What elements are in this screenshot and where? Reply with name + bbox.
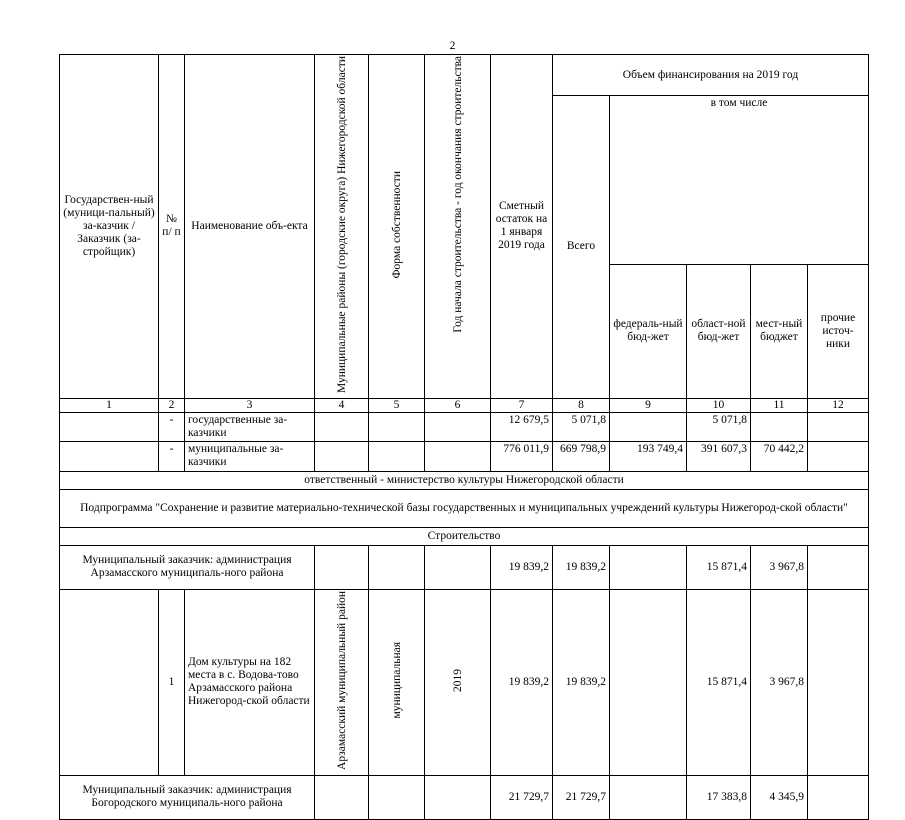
column-number: 10 [687, 398, 751, 412]
column-number: 1 [60, 398, 159, 412]
table-row [60, 412, 869, 441]
header-years: Год начала строительства - год окончания строительства [425, 55, 491, 399]
column-number: 5 [369, 398, 425, 412]
total-cell: 21 729,7 [553, 775, 610, 819]
estimated-cell: 776 011,9 [491, 441, 553, 471]
estimated-cell: 19 839,2 [491, 589, 553, 775]
column-number: 9 [610, 398, 687, 412]
column-number: 3 [185, 398, 315, 412]
page-number: 2 [449, 40, 456, 52]
customer-name: Муниципальный заказчик: администрация Богородского муниципаль-ного района [60, 775, 315, 819]
table-row [60, 775, 869, 819]
header-estimated-remainder: Сметный остаток на 1 января 2019 года [491, 55, 553, 399]
header-total: Всего [553, 96, 610, 399]
section-row: Строительство [60, 527, 869, 545]
estimated-cell: 19 839,2 [491, 545, 553, 589]
local-cell: 70 442,2 [751, 441, 808, 471]
table-row [60, 441, 869, 471]
column-number: 7 [491, 398, 553, 412]
header-including: в том числе [610, 96, 869, 265]
responsible-row: ответственный - министерство культуры Нижегородской области [60, 471, 869, 489]
header-number: № п/ п [159, 55, 185, 399]
row-dash: - [159, 441, 185, 471]
header-funding-volume: Объем финансирования на 2019 год [553, 55, 869, 96]
table-row [60, 589, 869, 775]
column-numbers-row [60, 398, 869, 412]
local-cell: 4 345,9 [751, 775, 808, 819]
column-number: 4 [315, 398, 369, 412]
regional-cell: 17 383,8 [687, 775, 751, 819]
regional-cell: 391 607,3 [687, 441, 751, 471]
customer-name: Муниципальный заказчик: администрация Арзамасского муниципаль-ного района [60, 545, 315, 589]
column-number: 2 [159, 398, 185, 412]
total-cell: 19 839,2 [553, 589, 610, 775]
estimated-cell: 21 729,7 [491, 775, 553, 819]
object-name: Дом культуры на 182 места в с. Водова-тово Арзамасского района Нижегород-ской области [185, 589, 315, 775]
row-dash: - [159, 412, 185, 441]
total-cell: 5 071,8 [553, 412, 610, 441]
header-local: мест-ный бюджет [751, 264, 808, 398]
row-name: муниципальные за-казчики [185, 441, 315, 471]
column-number: 6 [425, 398, 491, 412]
row-name: государственные за-казчики [185, 412, 315, 441]
table-row [60, 545, 869, 589]
header-object-name: Наименование объ-екта [185, 55, 315, 399]
financing-table [59, 54, 869, 820]
local-cell: 3 967,8 [751, 589, 808, 775]
header-federal: федераль-ный бюд-жет [610, 264, 687, 398]
header-customer: Государствен-ный (муници-пальный) за-казчик / Заказчик (за-стройщик) [60, 55, 159, 399]
header-municipal-districts: Муниципальные районы (городские округа) Нижегородской области [315, 55, 369, 399]
column-number: 11 [751, 398, 808, 412]
regional-cell: 15 871,4 [687, 545, 751, 589]
regional-cell: 15 871,4 [687, 589, 751, 775]
object-year: 2019 [425, 589, 491, 775]
subprogram-row: Подпрограмма "Сохранение и развитие материально-технической базы государственных и муниципальных учреждений культуры Нижегород-ской области" [60, 489, 869, 527]
federal-cell: 193 749,4 [610, 441, 687, 471]
total-cell: 669 798,9 [553, 441, 610, 471]
object-ownership: муниципальная [369, 589, 425, 775]
object-district: Арзамасский муниципальный район [315, 589, 369, 775]
regional-cell: 5 071,8 [687, 412, 751, 441]
total-cell: 19 839,2 [553, 545, 610, 589]
header-ownership: Форма собственности [369, 55, 425, 399]
column-number: 8 [553, 398, 610, 412]
object-number: 1 [159, 589, 185, 775]
estimated-cell: 12 679,5 [491, 412, 553, 441]
header-regional: област-ной бюд-жет [687, 264, 751, 398]
local-cell: 3 967,8 [751, 545, 808, 589]
column-number: 12 [808, 398, 869, 412]
header-other: прочие источ-ники [808, 264, 869, 398]
